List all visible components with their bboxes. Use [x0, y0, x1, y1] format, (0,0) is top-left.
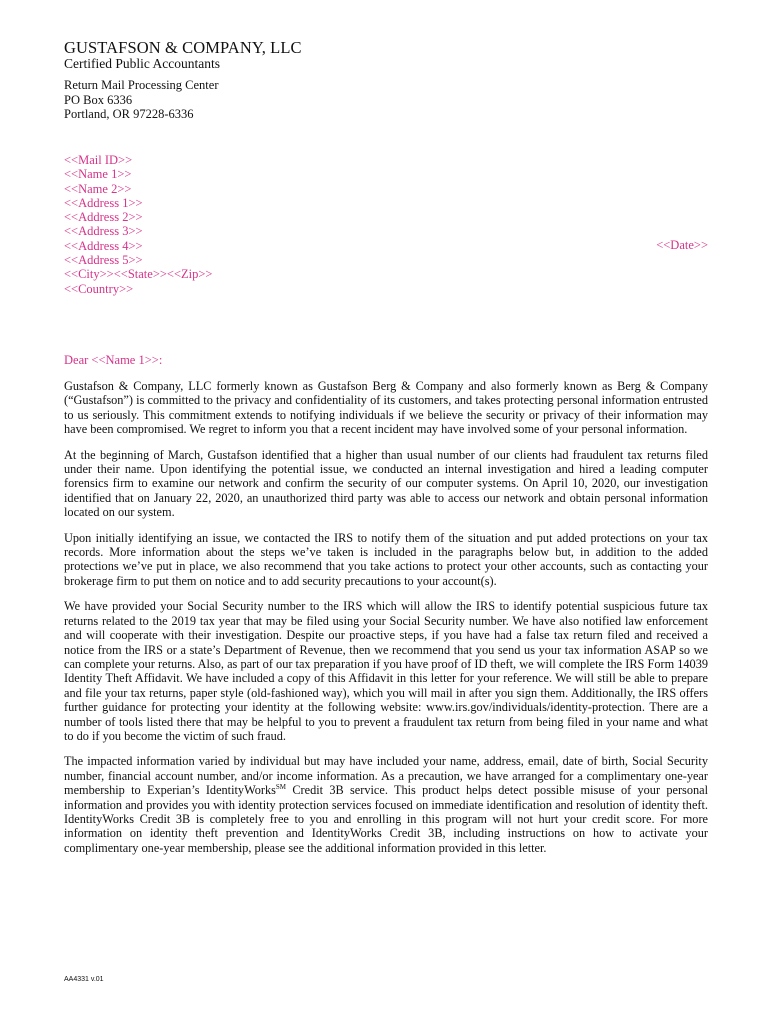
address5-field: <<Address 5>> — [64, 253, 143, 268]
address4-field: <<Address 4>> — [64, 238, 143, 253]
body-paragraph: We have provided your Social Security number to the IRS which will allow the IRS to identify potential suspicious future tax returns related to the 2019 tax year that may be filed using your Social Security number. We have also notified law enforcement and will cooperate with their investigation. Despite our proactive steps, if you have had a false tax return filed and received a notice from the IRS or a state’s Department of Revenue, then we recommend that you send us your tax information ASAP so we can complete your returns. Also, as part of our tax preparation if you have proof of ID theft, we will complete the IRS Form 14039 Identity Theft Affidavit. We have included a copy of this Affidavit in this letter for your reference. We will still be able to prepare and file your tax returns, paper style (old-fashioned way), which you will mail in after you sign them. Additionally, the IRS offers further guidance for protecting your identity at the following website: www.irs.gov/individuals/identity-protection. There are a number of tools listed there that may be helpful to you to prevent a fraudulent tax return from being filed in your name and what to do if you become the victim of such fraud. — [64, 599, 708, 743]
return-address-line: Return Mail Processing Center — [64, 78, 219, 92]
name1-field: <<Name 1>> — [64, 167, 132, 182]
city-state-zip-field: <<City>><<State>><<Zip>> — [64, 267, 213, 282]
country-field: <<Country>> — [64, 281, 134, 296]
company-tagline: Certified Public Accountants — [64, 56, 220, 71]
document-code: AA4331 v.01 — [64, 976, 104, 983]
body-paragraph: Upon initially identifying an issue, we contacted the IRS to notify them of the situation and put added protections on your tax records. More information about the steps we’ve taken is included in the paragraphs below but, in addition to the added protections we’ve put in place, we also recommend that you take actions to protect your other accounts, such as contacting your brokerage firm to put them on notice and to add security precautions to your account(s). — [64, 530, 708, 588]
return-address — [64, 78, 219, 122]
body-paragraph — [64, 754, 708, 855]
date-field: <<Date>> — [656, 238, 708, 252]
address3-field: <<Address 3>> — [64, 224, 143, 239]
address2-field: <<Address 2>> — [64, 210, 143, 225]
address1-field: <<Address 1>> — [64, 195, 143, 210]
body-paragraph: At the beginning of March, Gustafson identified that a higher than usual number of our clients had fraudulent tax returns filed under their name. Upon identifying the potential issue, we conducted an internal investigation and hired a leading computer forensics firm to examine our network and confirm the security of our computer systems. On April 10, 2020, our investigation identified that on January 22, 2020, an unauthorized third party was able to access our network and obtain personal information located on our system. — [64, 447, 708, 520]
salutation: Dear <<Name 1>>: — [64, 353, 163, 367]
return-address-line: PO Box 6336 — [64, 92, 133, 107]
mail-id-field: <<Mail ID>> — [64, 153, 133, 167]
name2-field: <<Name 2>> — [64, 181, 132, 196]
service-mark: SM — [275, 783, 287, 792]
return-address-line: Portland, OR 97228-6336 — [64, 107, 194, 121]
company-name: GUSTAFSON & COMPANY, LLC — [64, 38, 302, 57]
recipient-address-block — [64, 153, 212, 296]
paragraph-text: Credit 3B service. This product helps detect possible misuse of your personal information and provides you with identity protection services focused on immediate identification and resolution of identity theft. IdentityWorks Credit 3B is completely free to you and enrolling in this program will not hurt your credit score. For more information on identity theft prevention and IdentityWorks Credit 3B, including instructions on how to activate your complimentary one-year membership, please see the additional information provided in this letter. — [64, 783, 708, 855]
letter-body — [64, 379, 708, 866]
paragraph-text: The impacted information varied by individual but may have included your name, address, email, date of birth, Social Security number, financial account number, and/or income information. As a precaution, we have arranged for a complimentary one-year membership to Experian’s IdentityWorks — [64, 754, 708, 798]
body-paragraph: Gustafson & Company, LLC formerly known as Gustafson Berg & Company and also formerly known as Berg & Company (“Gustafson”) is committed to the privacy and confidentiality of its customers, and takes protecting personal information entrusted to us seriously. This commitment extends to notifying individuals if we believe the security or privacy of their information may have been compromised. We regret to inform you that a recent incident may have involved some of your personal information. — [64, 379, 708, 437]
